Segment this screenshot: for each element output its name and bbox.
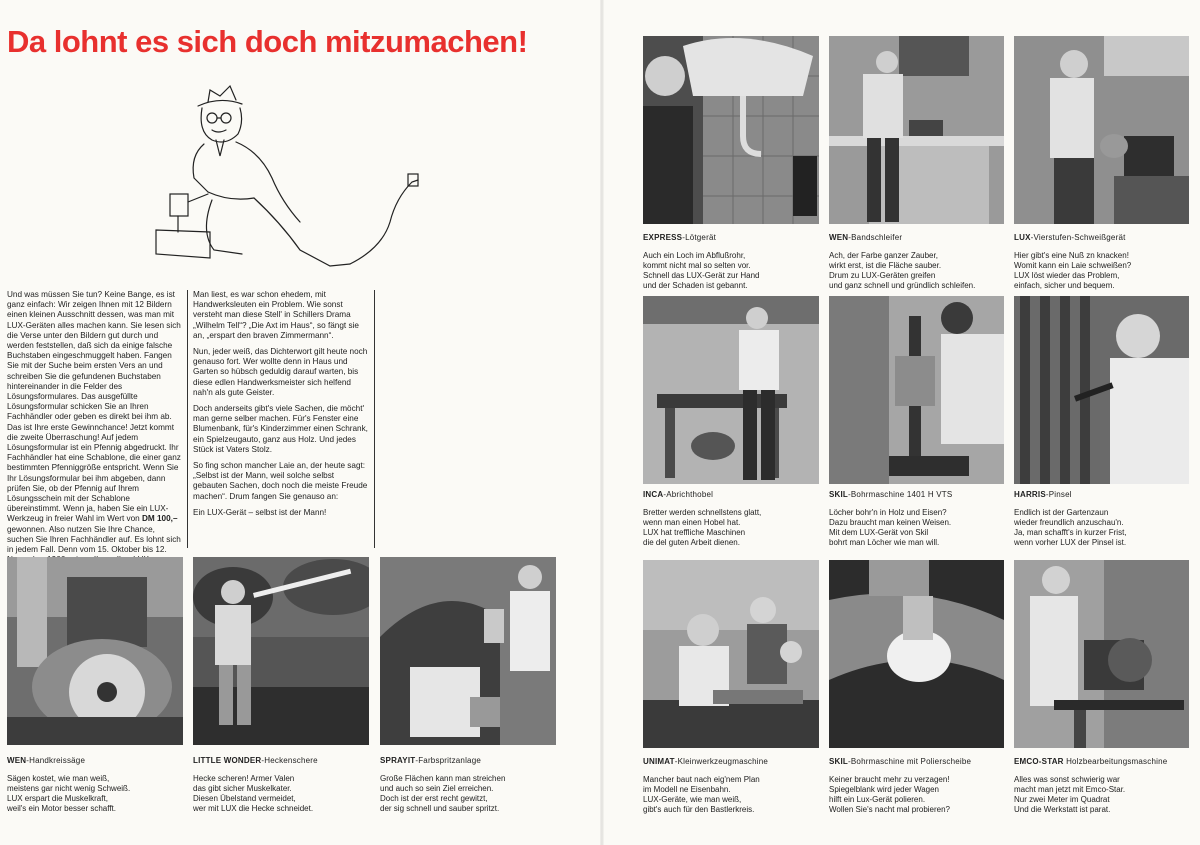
caption-harris	[1014, 490, 1189, 548]
caption-emco-star	[1014, 757, 1189, 815]
caption-brand: HARRIS	[1014, 490, 1046, 499]
photo-welder	[1014, 36, 1189, 224]
intro-body-end: gewonnen. Also nutzen Sie Ihre Chance, suchen Sie Ihren Fachhändler auf. Es lohnt sich in jedem Fall. Denn vom 15. Oktober bis 12.	[7, 524, 181, 555]
caption-product: -Abrichthobel	[663, 490, 714, 499]
caption-product: -Bandschleifer	[848, 233, 903, 242]
photo-hedge-trimmer	[193, 557, 369, 745]
caption-product: -Lötgerät	[682, 233, 717, 242]
caption-brand: LITTLE WONDER	[193, 756, 262, 765]
caption-express	[643, 233, 819, 291]
poem-stanza: So fing schon mancher Laie an, der heute sagt: „Selbst ist der Mann, weil solche selbst gebauten Sachen, doch noch die meiste Freude machen“. Drum fangen Sie genauso an:	[193, 461, 368, 501]
intro-body: Und was müssen Sie tun? Keine Bange, es ist ganz einfach: Wir zeigen Ihnen mit 12 Bildern einen kleinen Ausschnitt dessen, was man mit LUX-Geräten alles machen kann. Sie lesen sich die Verse unter den Bildern gut durch und werden feststellen, daß sich da einige falsche Buchstaben eingeschmuggelt haben. Fangen Sie mit der Suche beim ersten Vers an und schreiben Sie die gefundenen Buchstaben hintereinander in die Felder des Lösungsformulares. Das ausgefüllte Lösungsformular schicken Sie an Ihren Fachhändler oder geben es direkt bei ihm ab. Das ist Ihre erste Gewinnchance! Jetzt kommt die zweite Überraschung! Auf jedem Lösungsformular ist ein Pfennig abgedruckt. Ihr Fachhändler hat eine Schablone, die einer ganz bestimmten Pfenniggröße entspricht. Wenn Sie Ihr Lösungsformular bei ihm abgeben, dann prüfen Sie, ob der Pfennig auf Ihrem Lösungsschein mit der Schablone übereinstimmt. Wenn ja, haben Sie ein LUX-Werkzeug in freier Wahl im Wert von	[7, 290, 181, 524]
caption-inca	[643, 490, 819, 548]
caption-brand: EXPRESS	[643, 233, 683, 242]
headline: Da lohnt es sich doch mitzumachen!	[7, 24, 528, 59]
caption-brand: EMCO-STAR	[1014, 757, 1064, 766]
intro-text	[7, 290, 183, 586]
caption-brand: UNIMAT	[643, 757, 675, 766]
cartoon-handyman-illustration	[150, 82, 420, 282]
photo-polisher	[829, 560, 1004, 748]
caption-verse: Hier gibt's eine Nuß zn knacken! Womit kann ein Laie schweißen? LUX löst wieder das Problem, einfach, sicher und bequem.	[1014, 251, 1132, 290]
caption-verse: Sägen kostet, wie man weiß, meistens gar nicht wenig Schweiß. LUX erspart die Muskelkraft, weil's ein Motor besser schafft.	[7, 774, 131, 813]
caption-verse: Ach, der Farbe ganzer Zauber, wirkt erst, ist die Fläche sauber. Drum zu LUX-Geräten greifen und ganz schnell und gründlich schleifen.	[829, 251, 976, 290]
caption-skil-polisher	[829, 757, 1004, 815]
poem-stanza: Nun, jeder weiß, das Dichterwort gilt heute noch genauso fort. Wer wollte denn in Haus und Garten so hübsch geduldig darauf warten, bis diese edlen Handwerksmeister sich helfend nah'n als gute Geister.	[193, 347, 368, 397]
photo-planer	[643, 296, 819, 484]
poem-stanza: Doch anderseits gibt's viele Sachen, die möcht' man gerne selber machen. Für's Fenster eine Blumenbank, für's Kinderzimmer einen Schrank, ein Spielzeugauto, ganz aus Holz. Und jedes Stück ist Vaters Stolz.	[193, 404, 368, 454]
caption-brand: LUX	[1014, 233, 1031, 242]
caption-verse: Löcher bohr'n in Holz und Eisen? Dazu braucht man keinen Weisen. Mit dem LUX-Gerät von Skil bohrt man Löcher wie man will.	[829, 508, 952, 547]
caption-verse: Endlich ist der Gartenzaun wieder freundlich anzuschau'n. Ja, man schafft's in kurzer Frist, wenn vorher LUX der Pinsel ist.	[1014, 508, 1127, 547]
photo-woodworking-machine	[1014, 560, 1189, 748]
caption-product: -Bohrmaschine 1401 H VTS	[848, 490, 953, 499]
photo-circular-saw	[7, 557, 183, 745]
caption-brand: SPRAYIT	[380, 756, 416, 765]
photo-drill-press	[829, 296, 1004, 484]
caption-skil-drill	[829, 490, 1004, 548]
caption-lux-welder	[1014, 233, 1189, 291]
poem	[193, 290, 369, 524]
caption-sprayit	[380, 756, 556, 814]
caption-verse: Bretter werden schnellstens glatt, wenn man einen Hobel hat. LUX hat treffliche Maschinen die del guten Arbeit dienen.	[643, 508, 762, 547]
caption-product: -Kleinwerkzeugmaschine	[674, 757, 769, 766]
caption-brand: WEN	[829, 233, 849, 242]
poem-stanza: Man liest, es war schon ehedem, mit Handwerksleuten ein Problem. Wie sonst versteht man diese Stell' in Schillers Drama „Wilhelm Tell“? „Die Axt im Haus“, so fängt sie an, „erspart den braven Zimmermann“.	[193, 290, 359, 340]
column-rule	[374, 290, 375, 548]
intro-amount: DM 100,–	[142, 514, 178, 524]
caption-unimat	[643, 757, 819, 815]
caption-product: -Heckenschere	[261, 756, 318, 765]
photo-lathe	[643, 560, 819, 748]
caption-product: -Vierstufen-Schweißgerät	[1030, 233, 1126, 242]
caption-brand: WEN	[7, 756, 27, 765]
caption-brand: SKIL	[829, 757, 849, 766]
caption-verse: Große Flächen kann man streichen und auch so sein Ziel erreichen. Doch ist der erst recht gewitzt, der sig schnell und sauber spritzt.	[380, 774, 506, 813]
caption-verse: Alles was sonst schwierig war macht man jetzt mit Emco-Star. Nur zwei Meter im Quadrat Und die Werkstatt ist parat.	[1014, 775, 1126, 814]
caption-product: -Bohrmaschine mit Polierscheibe	[848, 757, 972, 766]
caption-product: -Handkreissäge	[26, 756, 86, 765]
photo-paint-brush	[1014, 296, 1189, 484]
caption-little-wonder	[193, 756, 369, 814]
caption-brand: SKIL	[829, 490, 849, 499]
photo-soldering-iron	[643, 36, 819, 224]
page-fold	[600, 0, 604, 845]
caption-product: Holzbearbeitungsmaschine	[1063, 757, 1168, 766]
caption-verse: Keiner braucht mehr zu verzagen! Spiegelblank wird jeder Wagen hilft ein Lux-Gerät polieren. Wollen Sie's nacht mal probieren?	[829, 775, 950, 814]
photo-spray-gun	[380, 557, 556, 745]
caption-wen-saw	[7, 756, 183, 814]
caption-verse: Auch ein Loch im Abflußrohr, kommt nicht mal so selten vor. Schnell das LUX-Gerät zur Hand und der Schaden ist gebannt.	[643, 251, 760, 290]
caption-product: -Farbspritzanlage	[415, 756, 481, 765]
caption-wen-sander	[829, 233, 1004, 291]
caption-product: -Pinsel	[1045, 490, 1072, 499]
poem-stanza: Ein LUX-Gerät – selbst ist der Mann!	[193, 507, 327, 517]
caption-verse: Hecke scheren! Armer Valen das gibt sicher Muskelkater. Diesen Übelstand vermeidet, wer mit LUX die Hecke schneidet.	[193, 774, 314, 813]
caption-brand: INCA	[643, 490, 664, 499]
caption-verse: Mancher baut nach eig'nem Plan im Modell ne Eisenbahn. LUX-Geräte, wie man weiß, gibt's auch für den Bastlerkreis.	[643, 775, 760, 814]
column-rule	[187, 290, 188, 548]
photo-belt-sander	[829, 36, 1004, 224]
